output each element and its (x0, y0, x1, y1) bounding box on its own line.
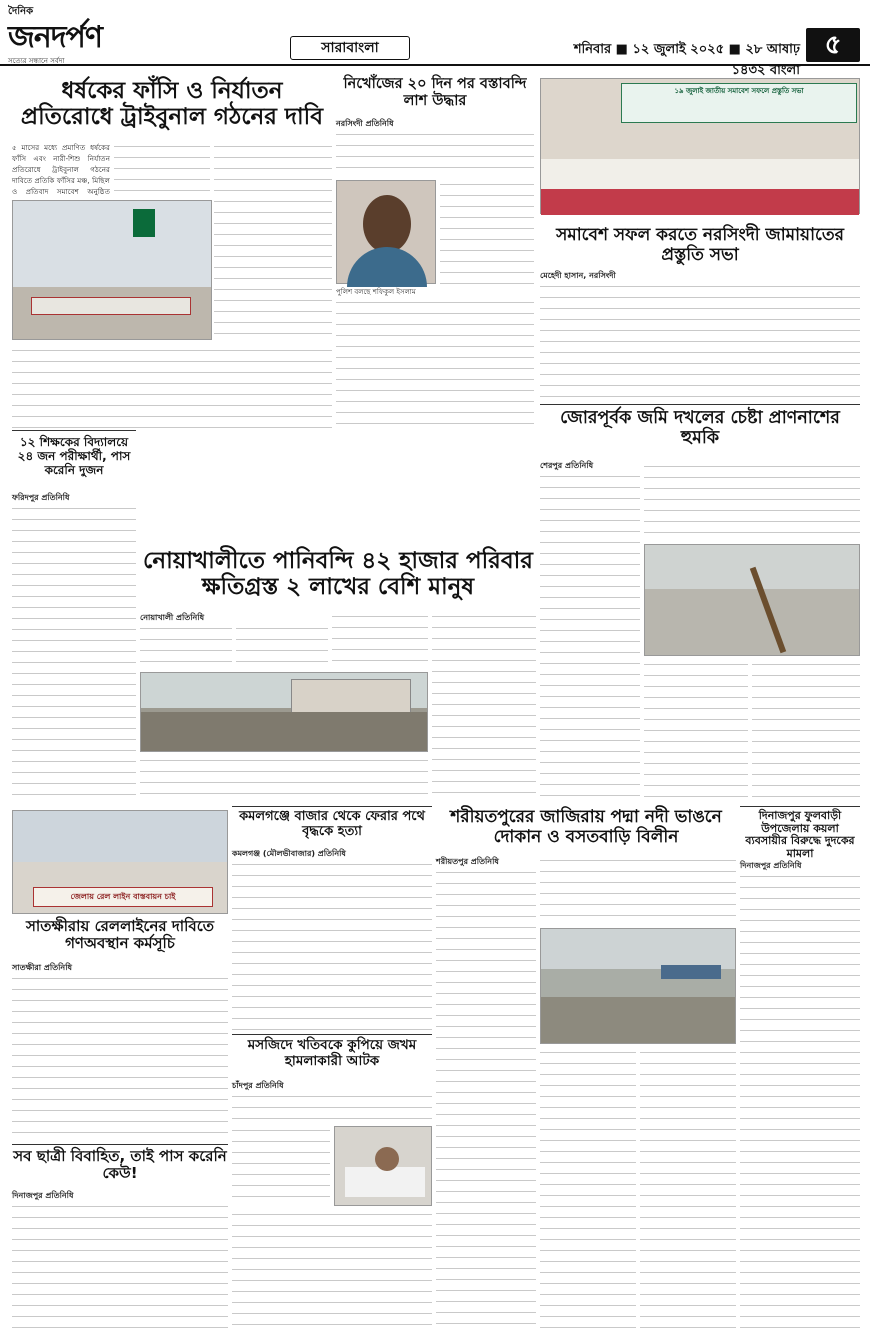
dinajpur-byline: দিনাজপুর প্রতিনিধি (740, 861, 802, 870)
land-divider (540, 404, 860, 405)
rail-headline: সাতক্ষীরায় রেললাইনের দাবিতে গণঅবস্থান কর্মসূচি (25, 917, 215, 953)
land-text-col-3 (644, 660, 748, 802)
victim-portrait-photo (336, 180, 436, 284)
rail-text (12, 974, 228, 1142)
logo-prefix: দৈনিক (8, 6, 34, 17)
flood-text-bottom (140, 756, 428, 802)
flood-headline: নোয়াখালীতে পানিবন্দি ৪২ হাজার পরিবার ক্ষতিগ্রস্ত ২ লাখের বেশি মানুষ (143, 548, 533, 601)
rail-banner-text: জেলায় রেল লাইন বাস্তবায়ন চাই (70, 892, 176, 901)
teachers-divider (12, 430, 136, 431)
land-text-col-1 (540, 472, 640, 802)
mosque-text-top (232, 1092, 432, 1122)
land-headline: জোরপূর্বক জমি দখলের চেষ্টা প্রাণনাশের হুমকি (560, 408, 840, 449)
mosque-text-left (232, 1126, 330, 1206)
section-label: সারাবাংলা (290, 36, 410, 60)
body-found-text-top (336, 130, 534, 178)
body-found-text-side (440, 180, 534, 284)
jamaat-banner-text: ১৯ জুলাই জাতীয় সমাবেশ সফলে প্রস্তুতি সভা (674, 87, 804, 95)
married-headline: সব ছাত্রী বিবাহিত, তাই পাস করেনি কেউ! (13, 1147, 227, 1183)
erosion-river-photo (540, 928, 736, 1044)
land-text-col-2 (644, 462, 860, 542)
newspaper-logo (8, 4, 118, 65)
erosion-headline: শরীয়তপুরের জাজিরায় পদ্মা নদী ভাঙনে দোকান ও বসতবাড়ি বিলীন (450, 807, 722, 847)
logo-tagline: সত্যের সন্ধানে সর্বদা (8, 57, 65, 65)
murder-byline: কমলগঞ্জ (মৌলভীবাজার) প্রতিনিধি (232, 849, 346, 858)
flood-byline: নোয়াখালী প্রতিনিধি (140, 613, 205, 622)
married-byline: দিনাজপুর প্রতিনিধি (12, 1191, 74, 1200)
teachers-byline: ফরিদপুর প্রতিনিধি (12, 493, 70, 502)
jamaat-byline: মেহেদী হাসান, নরসিংদী (540, 271, 616, 280)
tribunal-text-lower (12, 346, 332, 428)
murder-headline: কমলগঞ্জে বাজার থেকে ফেরার পথে বৃদ্ধকে হত্যা (239, 809, 425, 839)
jamaat-meeting-photo (540, 78, 860, 214)
page-number: ৫ (806, 28, 860, 62)
dateline: শনিবার ■ ১২ জুলাই ২০২৫ ■ ২৮ আষাঢ় ১৪৩২ বাংলা (573, 42, 800, 78)
land-byline: শেরপুর প্রতিনিধি (540, 461, 594, 470)
tribunal-lead: ৫ মাসের মধ্যে প্রমাণিত ধর্ষকের ফাঁসি এবং নারী-শিশু নির্যাতন প্রতিরোধে ট্রাইবুনাল গঠনের দাবিতে প্রতিকি ফাঁসির মঞ্চ, মিছিল ও প্রতিবাদ সমাবেশ অনুষ্ঠিত (12, 143, 110, 196)
dinajpur-headline: দিনাজপুর ফুলবাড়ী উপজেলায় কয়লা ব্যবসায়ীর বিরুদ্ধে দুদকের মামলা (745, 809, 855, 860)
murder-text (232, 860, 432, 1030)
erosion-text-col-2 (540, 856, 736, 926)
flood-text-col-4 (432, 612, 536, 802)
dinajpur-divider (740, 806, 860, 807)
murder-divider (232, 806, 432, 807)
rail-protest-photo (12, 810, 228, 914)
flood-text-col-3 (332, 612, 428, 668)
erosion-text-col-4 (640, 1048, 736, 1330)
tribunal-text-col-2 (114, 142, 210, 198)
logo-brand: জনদর্পণ (8, 20, 103, 55)
victim-photo-caption: পুলিশ বলছে শফিকুল ইসলাম (336, 288, 416, 296)
tribunal-protest-photo (12, 200, 212, 340)
mosque-text-bottom (232, 1210, 432, 1330)
erosion-text-col-1 (436, 868, 536, 1330)
married-text (12, 1202, 228, 1330)
mosque-headline: মসজিদে খতিবকে কুপিয়ে জখম হামলাকারী আটক (247, 1037, 417, 1069)
erosion-text-col-3 (540, 1048, 636, 1330)
injured-imam-photo (334, 1126, 432, 1206)
land-plot-photo (644, 544, 860, 656)
body-found-headline: নিখোঁজের ২০ দিন পর বস্তাবন্দি লাশ উদ্ধার (343, 76, 527, 109)
flood-text-col-2 (236, 624, 328, 668)
rail-byline: সাতক্ষীরা প্রতিনিধি (12, 963, 72, 972)
body-found-text-bottom (336, 298, 534, 428)
tribunal-text-col-3 (214, 142, 332, 342)
erosion-byline: শরীয়তপুর প্রতিনিধি (436, 857, 499, 866)
flood-headline-box (140, 542, 536, 546)
married-divider (12, 1144, 228, 1145)
dinajpur-text (740, 872, 860, 1330)
flood-water-photo (140, 672, 428, 752)
teachers-text (12, 504, 136, 804)
mosque-divider (232, 1034, 432, 1035)
jamaat-text (540, 282, 860, 402)
body-found-byline: নরসিংদী প্রতিনিধি (336, 119, 394, 128)
masthead (0, 0, 870, 78)
teachers-headline: ১২ শিক্ষকের বিদ্যালয়ে ২৪ জন পরীক্ষার্থী, পাস করেনি দুজন (17, 435, 131, 477)
land-text-col-4 (752, 660, 860, 802)
tribunal-headline: ধর্ষকের ফাঁসি ও নির্যাতন প্রতিরোধে ট্রাইবুনাল গঠনের দাবি (20, 78, 324, 131)
jamaat-headline: সমাবেশ সফল করতে নরসিংদী জামায়াতের প্রস্তুতি সভা (556, 225, 844, 265)
mosque-byline: চাঁদপুর প্রতিনিধি (232, 1081, 284, 1090)
